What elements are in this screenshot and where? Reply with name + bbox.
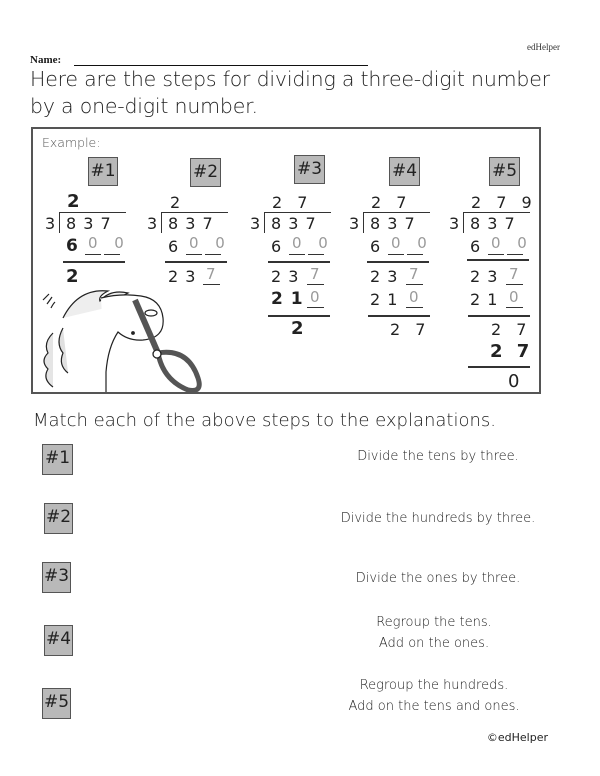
copyright-label: ©edHelper	[486, 731, 548, 744]
underline	[506, 307, 523, 308]
matching-title: Match each of the above steps to the explanations.	[33, 410, 496, 431]
match-tag-1[interactable]: #1	[42, 444, 73, 475]
difference-row-2: 2 7	[390, 320, 431, 339]
quotient: 2 7	[272, 193, 313, 212]
match-tag-3[interactable]: #3	[42, 562, 71, 593]
step-tag-4: #4	[389, 157, 420, 186]
underline	[507, 254, 523, 255]
step-tag-5: #5	[489, 157, 520, 186]
product-row: 6	[66, 236, 79, 256]
explanation-line-1: Regroup the hundreds.	[359, 678, 509, 693]
explanation-line: Divide the tens by three.	[357, 449, 519, 464]
match-tag-4[interactable]: #4	[44, 625, 73, 656]
quotient: 2	[67, 191, 81, 212]
underline	[406, 284, 423, 285]
example-label: Example:	[42, 135, 101, 150]
placeholder-zeros: 0 0	[88, 234, 130, 252]
divisor: 3	[449, 214, 461, 233]
name-label: Name:	[30, 54, 62, 66]
underline	[407, 254, 423, 255]
product-row: 6	[168, 237, 180, 256]
match-tag-5[interactable]: #5	[42, 688, 71, 719]
quotient: 2 7 9	[471, 193, 537, 212]
underline	[289, 254, 305, 255]
explanation-line-2: Add on the ones.	[378, 636, 490, 651]
remainder-row: 2	[291, 318, 305, 339]
explanation-2[interactable]	[288, 508, 588, 529]
product-row-2: 2 1	[370, 290, 399, 309]
product-row-3: 2 7	[490, 341, 534, 362]
product-row: 6	[370, 237, 382, 256]
explanation-5[interactable]	[284, 675, 584, 717]
explanation-line: Divide the ones by three.	[355, 571, 521, 586]
product-row-2: 2 1	[470, 290, 499, 309]
horse-illustration	[33, 278, 213, 393]
divisor: 3	[250, 214, 262, 233]
underline	[388, 254, 404, 255]
subtraction-line	[165, 261, 227, 263]
product-row-2: 2 1	[271, 289, 304, 309]
subtraction-line	[268, 261, 330, 263]
explanation-line-1: Regroup the tens.	[376, 615, 492, 630]
dividend: 8 3 7	[370, 214, 416, 233]
dividend: 8 3 7	[271, 214, 317, 233]
divisor: 3	[45, 214, 57, 233]
subtraction-line	[268, 315, 330, 317]
divisor: 3	[349, 214, 361, 233]
underline	[307, 307, 324, 308]
dividend: 8 3 7	[168, 214, 214, 233]
product-row: 6	[470, 237, 482, 256]
match-tag-2[interactable]: #2	[44, 503, 73, 534]
divisor: 3	[147, 214, 159, 233]
step-tag-2: #2	[190, 158, 221, 187]
placeholder-zero: 0	[409, 288, 420, 306]
placeholder-zeros: 0 0	[189, 234, 231, 252]
final-remainder: 0	[508, 371, 521, 392]
placeholder-zeros: 0 0	[391, 234, 433, 252]
dividend: 8 3 7	[470, 214, 516, 233]
subtraction-line	[468, 366, 530, 368]
difference-row: 2 3	[470, 267, 499, 286]
underline	[488, 254, 504, 255]
placeholder-zero: 0	[310, 288, 321, 306]
underline	[406, 307, 423, 308]
explanation-line-2: Add on the tens and ones.	[348, 699, 520, 714]
explanation-line: Divide the hundreds by three.	[340, 511, 536, 526]
remainder-row: 2	[66, 266, 80, 287]
step-tag-3: #3	[294, 155, 325, 184]
explanation-1[interactable]	[288, 446, 588, 467]
difference-row: 2 3	[370, 267, 399, 286]
subtraction-line	[368, 315, 430, 317]
quotient: 2 7	[371, 193, 412, 212]
subtraction-line	[468, 315, 530, 317]
bring-down-digit: 7	[206, 265, 217, 283]
bring-down-digit: 7	[310, 265, 321, 283]
placeholder-zeros: 0 0	[491, 234, 533, 252]
underline	[308, 254, 324, 255]
page-title: Here are the steps for dividing a three-digit number by a one-digit number.	[30, 67, 550, 118]
difference-row-2: 2 7	[491, 320, 532, 339]
underline	[186, 254, 202, 255]
brand-label: edHelper	[527, 42, 560, 52]
quotient: 2	[170, 193, 182, 212]
underline	[104, 254, 120, 255]
placeholder-zeros: 0 0	[292, 234, 334, 252]
subtraction-line	[367, 261, 429, 263]
underline	[307, 284, 324, 285]
difference-row: 2 3	[271, 267, 300, 286]
bring-down-digit: 7	[409, 265, 420, 283]
underline	[85, 254, 101, 255]
explanation-4[interactable]	[284, 612, 584, 654]
product-row: 6	[271, 237, 283, 256]
dividend: 8 3 7	[66, 214, 112, 233]
bring-down-digit: 7	[509, 265, 520, 283]
subtraction-line	[63, 261, 125, 263]
underline	[506, 284, 523, 285]
underline	[205, 254, 221, 255]
subtraction-line	[467, 259, 529, 261]
explanation-3[interactable]	[288, 568, 588, 589]
difference-row: 2 3	[168, 267, 197, 286]
step-tag-1: #1	[88, 157, 118, 186]
placeholder-zero: 0	[509, 288, 520, 306]
